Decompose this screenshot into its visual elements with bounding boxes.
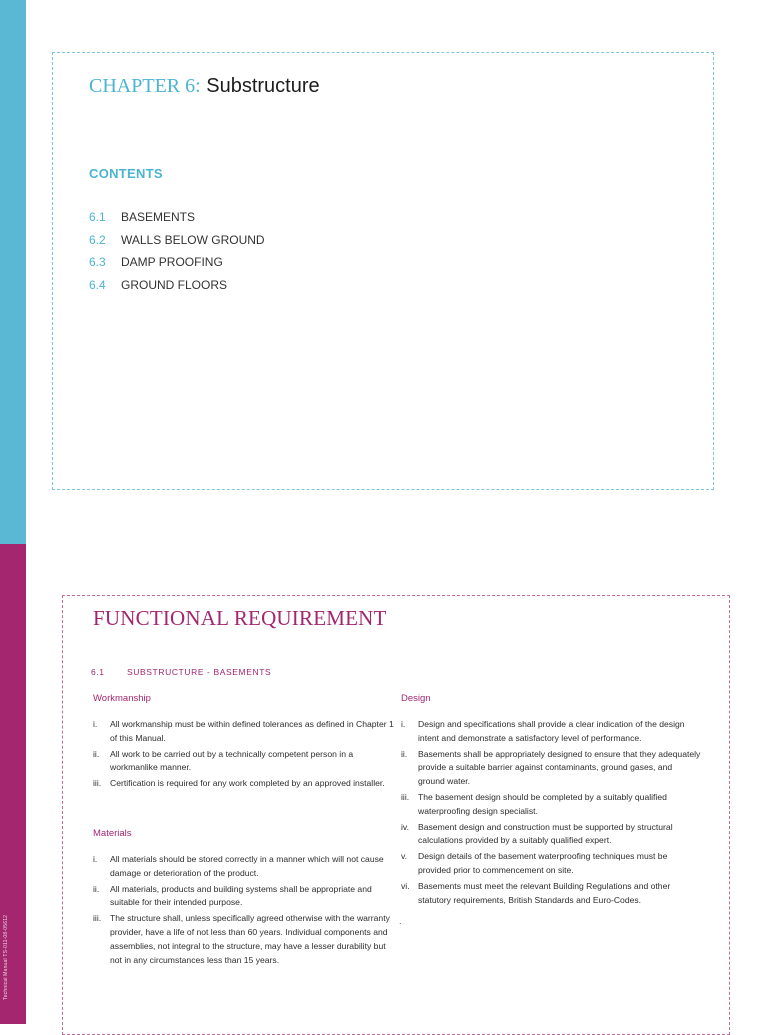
section-title: SUBSTRUCTURE - BASEMENTS <box>127 667 272 677</box>
materials-list <box>93 853 399 969</box>
list-text: All workmanship must be within defined tolerances as defined in Chapter 1 of this Manual. <box>110 719 394 743</box>
functional-requirement-title: FUNCTIONAL REQUIREMENT <box>93 606 387 630</box>
list-item <box>93 748 399 776</box>
list-marker: iii. <box>93 913 102 924</box>
list-item <box>93 777 399 791</box>
toc-item[interactable] <box>89 233 265 256</box>
toc-label: BASEMENTS <box>121 210 196 224</box>
list-text: The basement design should be completed by a suitably qualified waterproofing design specialist. <box>418 791 667 816</box>
list-marker: ii. <box>401 748 408 759</box>
design-heading: Design <box>401 693 431 704</box>
list-text: Basements shall be appropriately designed to ensure that they adequately provide a suitable barrier against contaminants, ground gases, and ground water. <box>418 748 701 787</box>
toc-label: GROUND FLOORS <box>121 278 228 293</box>
chapter-title <box>89 75 320 98</box>
list-marker: iii. <box>93 778 102 789</box>
list-text: Design and specifications shall provide a clear indication of the design intent and demonstrate a satisfactory level of performance. <box>418 719 685 743</box>
list-marker: vi. <box>401 880 410 891</box>
contents-heading: CONTENTS <box>89 166 163 181</box>
list-item <box>93 718 399 746</box>
design-list <box>401 718 701 909</box>
workmanship-list <box>93 718 399 793</box>
list-marker: i. <box>93 719 98 729</box>
trailing-dot: . <box>399 916 402 926</box>
list-marker: iv. <box>401 821 409 832</box>
list-marker: i. <box>401 719 406 729</box>
toc-number: 6.1 <box>89 210 106 224</box>
list-marker: iii. <box>401 791 410 802</box>
list-item <box>93 883 399 911</box>
toc-number: 6.2 <box>89 232 106 247</box>
workmanship-heading: Workmanship <box>93 693 151 704</box>
list-marker: v. <box>401 851 408 862</box>
list-text: Certification is required for any work completed by an approved installer. <box>110 778 385 789</box>
toc-item[interactable] <box>89 255 265 278</box>
toc-label: WALLS BELOW GROUND <box>121 232 265 247</box>
side-label: Technical Manual TS-011-08-05612 <box>3 914 9 1000</box>
list-text: Basement design and construction must be supported by structural calculations provided by a suitably qualified expert. <box>418 821 673 846</box>
list-text: All work to be carried out by a technically competent person in a workmanlike manner. <box>110 748 354 773</box>
list-text: All materials should be stored correctly in a manner which will not cause damage or deterioration of the product. <box>110 854 384 878</box>
chapter-contents-box <box>52 52 714 490</box>
list-item <box>401 791 701 819</box>
list-item <box>93 853 399 881</box>
list-marker: ii. <box>93 883 100 894</box>
list-marker: i. <box>93 854 98 864</box>
side-band-top <box>0 0 26 544</box>
toc-number: 6.3 <box>89 255 106 270</box>
toc-number: 6.4 <box>89 278 106 293</box>
list-item <box>401 718 701 746</box>
toc-label: DAMP PROOFING <box>121 255 223 270</box>
list-text: Basements must meet the relevant Building Regulations and other statutory requirements, British Standards and Euro-Codes. <box>418 880 671 905</box>
functional-requirement-box <box>62 595 730 1035</box>
section-heading <box>91 667 271 677</box>
chapter-name: Substructure <box>206 75 320 97</box>
list-text: The structure shall, unless specifically agreed otherwise with the warranty provider, have a life of not less than 60 years. Individual components and assemblies, not integral to the structure, may have a lesser durability but not in any circumstances less than 15 years. <box>110 913 390 965</box>
list-item <box>401 880 701 908</box>
contents-list <box>89 210 265 301</box>
chapter-prefix: CHAPTER 6: <box>89 75 201 97</box>
list-text: All materials, products and building systems shall be appropriate and suitable for their intended purpose. <box>110 883 372 908</box>
toc-item[interactable] <box>89 210 265 233</box>
materials-heading: Materials <box>93 828 132 839</box>
list-marker: ii. <box>93 748 100 759</box>
list-text: Design details of the basement waterproofing techniques must be provided prior to commencement on site. <box>418 851 668 875</box>
list-item <box>93 912 399 967</box>
list-item <box>401 850 701 878</box>
list-item <box>401 748 701 789</box>
section-number: 6.1 <box>91 667 105 677</box>
toc-item[interactable] <box>89 278 265 301</box>
list-item <box>401 821 701 849</box>
